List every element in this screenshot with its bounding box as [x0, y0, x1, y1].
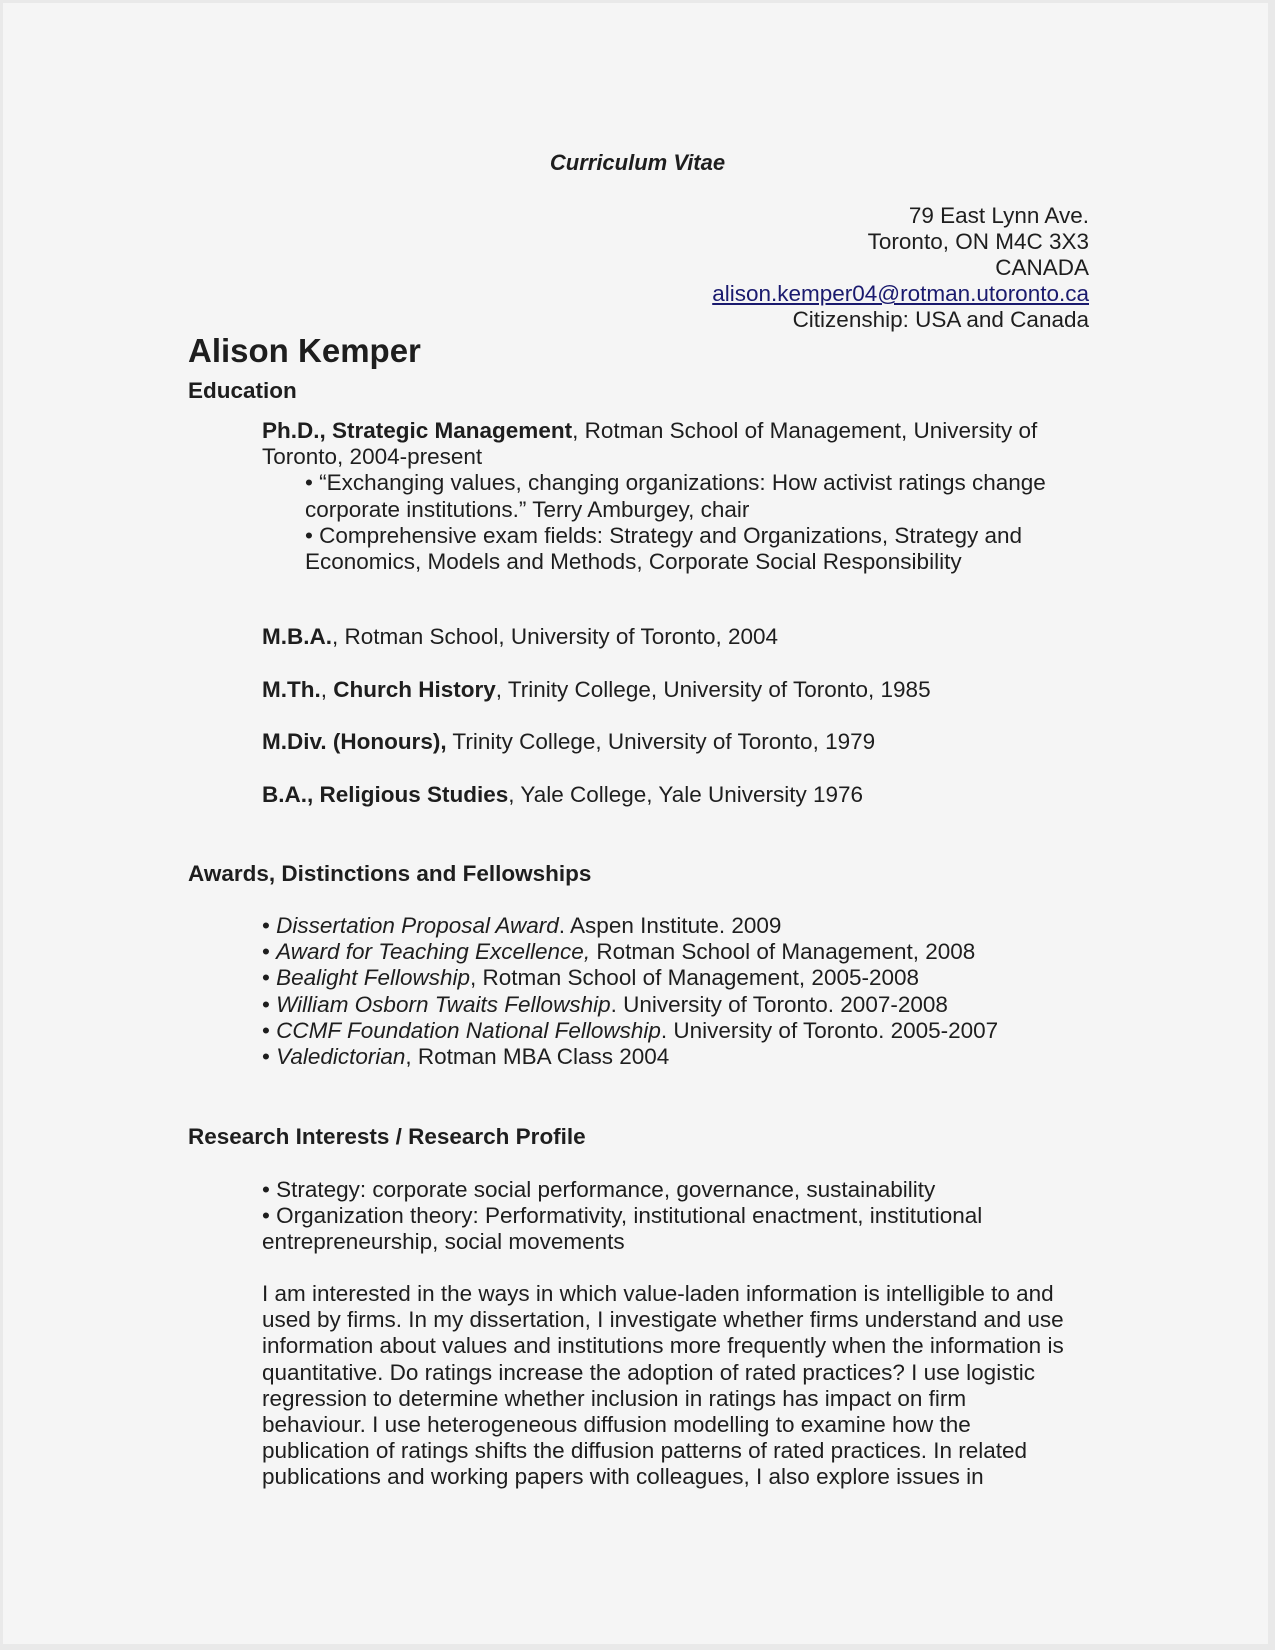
- award-item: • William Osborn Twaits Fellowship. University of Toronto. 2007-2008: [262, 991, 948, 1017]
- phd-institution: , Rotman School of Management, University of: [572, 418, 1038, 443]
- paragraph-line: used by firms. In my dissertation, I investigate whether firms understand and use: [262, 1307, 1064, 1333]
- awards-heading: Awards, Distinctions and Fellowships: [188, 861, 592, 886]
- paragraph-line: I am interested in the ways in which value-laden information is intelligible to and: [262, 1281, 1054, 1306]
- paragraph-line: regression to determine whether inclusion in ratings has impact on firm: [262, 1385, 967, 1411]
- contact-block: [712, 203, 1089, 333]
- education-heading: Education: [188, 378, 297, 403]
- ba-institution: , Yale College, Yale University 1976: [508, 782, 864, 807]
- phd-dates: Toronto, 2004-present: [262, 444, 483, 470]
- document-title: Curriculum Vitae: [549, 150, 726, 175]
- phd-dissertation-cont: corporate institutions.” Terry Amburgey, chair: [305, 496, 750, 522]
- paragraph-line: publications and working papers with colleagues, I also explore issues in: [262, 1464, 984, 1490]
- mth-entry: [262, 677, 931, 703]
- mdiv-entry: [262, 729, 875, 755]
- mth-institution: , Trinity College, University of Toronto, 1985: [495, 677, 931, 702]
- research-interests: [262, 1177, 982, 1256]
- address-country: CANADA: [995, 255, 1089, 280]
- phd-dissertation: • “Exchanging values, changing organizations: How activist ratings change: [305, 470, 1046, 496]
- award-item: • Award for Teaching Excellence, Rotman School of Management, 2008: [262, 939, 976, 965]
- research-bullet-org-theory: • Organization theory: Performativity, institutional enactment, institutional: [262, 1203, 983, 1229]
- ba-degree: B.A., Religious Studies: [262, 782, 509, 807]
- research-bullet-strategy: • Strategy: corporate social performance, governance, sustainability: [262, 1177, 936, 1202]
- ba-entry: [262, 782, 863, 808]
- mba-degree: M.B.A.: [262, 624, 332, 649]
- mdiv-degree: M.Div. (Honours),: [262, 729, 447, 754]
- address-city: Toronto, ON M4C 3X3: [867, 229, 1089, 254]
- mth-degree: M.Th.: [262, 677, 321, 702]
- award-item: • Dissertation Proposal Award. Aspen Institute. 2009: [262, 913, 782, 938]
- mba-institution: , Rotman School, University of Toronto, 2004: [332, 624, 779, 649]
- mba-entry: [262, 624, 778, 650]
- phd-entry: [262, 418, 1046, 575]
- paragraph-line: information about values and institutions more frequently when the information is: [262, 1333, 1064, 1359]
- paragraph-line: quantitative. Do ratings increase the adoption of rated practices? I use logistic: [262, 1359, 1035, 1385]
- phd-exam-fields-cont: Economics, Models and Methods, Corporate Social Responsibility: [305, 549, 962, 575]
- phd-exam-fields: • Comprehensive exam fields: Strategy and Organizations, Strategy and: [305, 522, 1023, 548]
- award-item: • Valedictorian, Rotman MBA Class 2004: [262, 1044, 670, 1070]
- email-link[interactable]: alison.kemper04@rotman.utoronto.ca: [712, 281, 1089, 306]
- mth-field: Church History: [333, 677, 496, 702]
- research-bullet-org-theory-cont: entrepreneurship, social movements: [262, 1229, 625, 1255]
- mdiv-institution: Trinity College, University of Toronto, 1979: [446, 729, 876, 754]
- awards-list: [262, 913, 998, 1070]
- paragraph-line: publication of ratings shifts the diffusion patterns of rated practices. In related: [262, 1438, 1028, 1464]
- citizenship: Citizenship: USA and Canada: [792, 307, 1089, 332]
- award-item: • CCMF Foundation National Fellowship. University of Toronto. 2005-2007: [262, 1017, 999, 1043]
- research-heading: Research Interests / Research Profile: [188, 1124, 586, 1149]
- mth-separator: ,: [320, 677, 334, 702]
- research-paragraph: [262, 1281, 1064, 1491]
- paragraph-line: behaviour. I use heterogeneous diffusion modelling to examine how the: [262, 1412, 971, 1438]
- person-name: Alison Kemper: [188, 332, 421, 369]
- address-street: 79 East Lynn Ave.: [908, 203, 1089, 228]
- award-item: • Bealight Fellowship, Rotman School of Management, 2005-2008: [262, 965, 920, 991]
- phd-degree: Ph.D., Strategic Management: [262, 418, 573, 443]
